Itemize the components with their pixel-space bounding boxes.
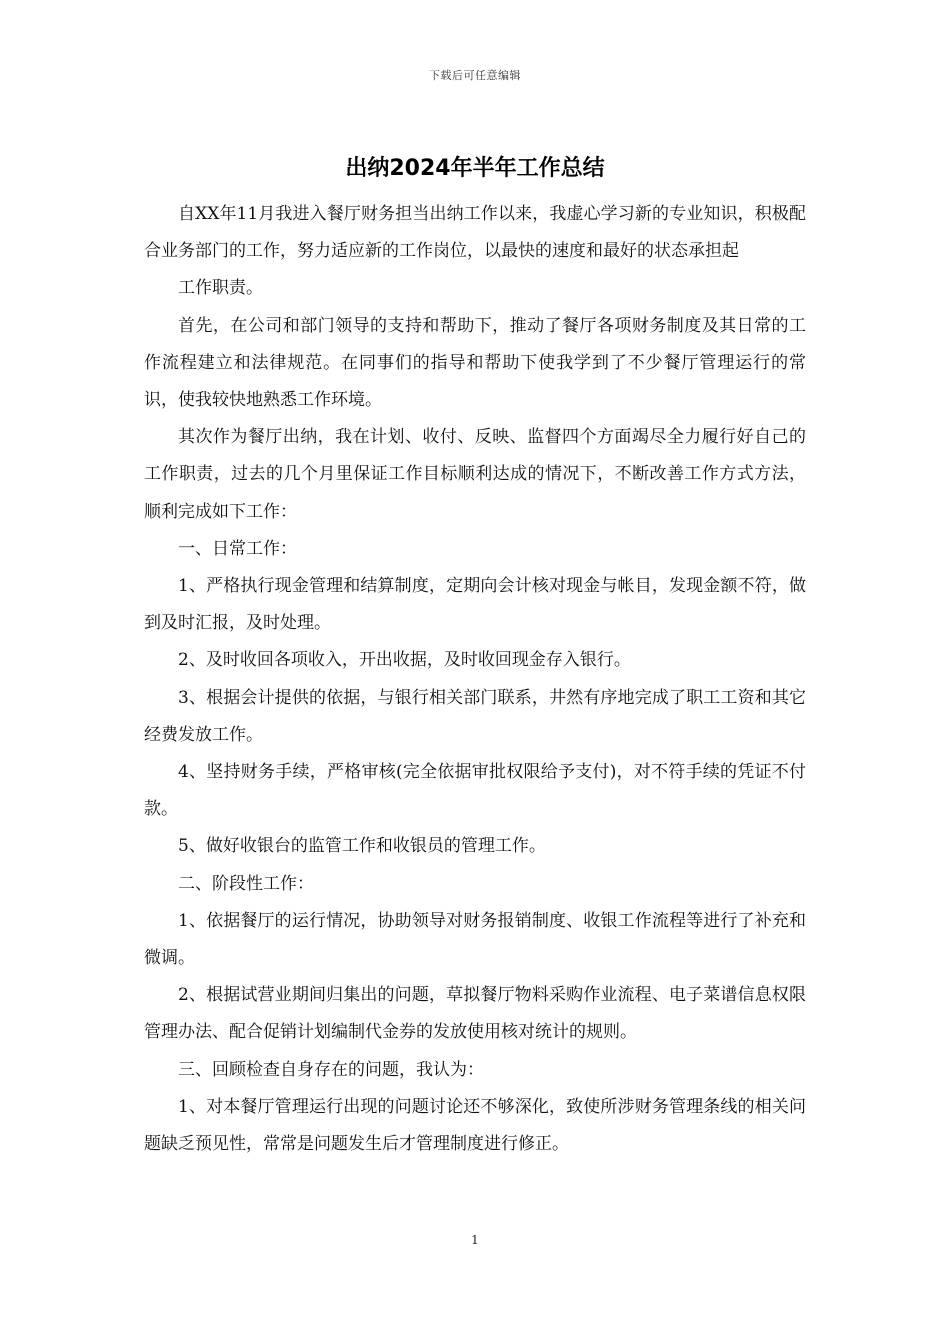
list-item: 3、根据会计提供的依据，与银行相关部门联系，井然有序地完成了职工工资和其它经费发放工作。 <box>144 687 806 745</box>
section-heading: 三、回顾检查自身存在的问题，我认为： <box>178 1059 484 1080</box>
list-item: 2、根据试营业期间归集出的问题，草拟餐厅物料采购作业流程、电子菜谱信息权限管理办法、配合促销计划编制代金券的发放使用核对统计的规则。 <box>144 985 806 1043</box>
page-number: 1 <box>471 1233 479 1247</box>
list-item: 5、做好收银台的监管工作和收银员的管理工作。 <box>178 836 546 857</box>
paragraph: 工作职责。 <box>178 278 263 299</box>
section-heading: 二、阶段性工作： <box>178 873 314 894</box>
document-title: 出纳2024年半年工作总结 <box>345 156 605 181</box>
paragraph: 其次作为餐厅出纳，我在计划、收付、反映、监督四个方面竭尽全力履行好自己的工作职责，过去的几个月里保证工作目标顺利达成的情况下，不断改善工作方式方法，顺利完成如下工作： <box>144 427 806 522</box>
paragraph: 首先，在公司和部门领导的支持和帮助下，推动了餐厅各项财务制度及其日常的工作流程建立和法律规范。在同事们的指导和帮助下使我学到了不少餐厅管理运行的常识，使我较快地熟悉工作环境。 <box>144 315 806 411</box>
list-item: 1、依据餐厅的运行情况，协助领导对财务报销制度、收银工作流程等进行了补充和微调。 <box>144 910 806 969</box>
list-item: 1、对本餐厅管理运行出现的问题讨论还不够深化，致使所涉财务管理条线的相关问题缺乏预见性，常常是问题发生后才管理制度进行修正。 <box>144 1096 806 1155</box>
paragraph: 自XX年11月我进入餐厅财务担当出纳工作以来，我虚心学习新的专业知识，积极配合业务部门的工作，努力适应新的工作岗位，以最快的速度和最好的状态承担起 <box>144 204 806 262</box>
list-item: 1、严格执行现金管理和结算制度，定期向会计核对现金与帐目，发现金额不符，做到及时汇报，及时处理。 <box>144 576 806 634</box>
page-header-note: 下载后可任意编辑 <box>429 69 521 82</box>
list-item: 4、坚持财务手续，严格审核(完全依据审批权限给予支付)，对不符手续的凭证不付款。 <box>144 762 806 820</box>
list-item: 2、及时收回各项收入，开出收据，及时收回现金存入银行。 <box>178 650 631 671</box>
section-heading: 一、日常工作： <box>178 538 297 559</box>
document-body <box>144 196 806 1163</box>
